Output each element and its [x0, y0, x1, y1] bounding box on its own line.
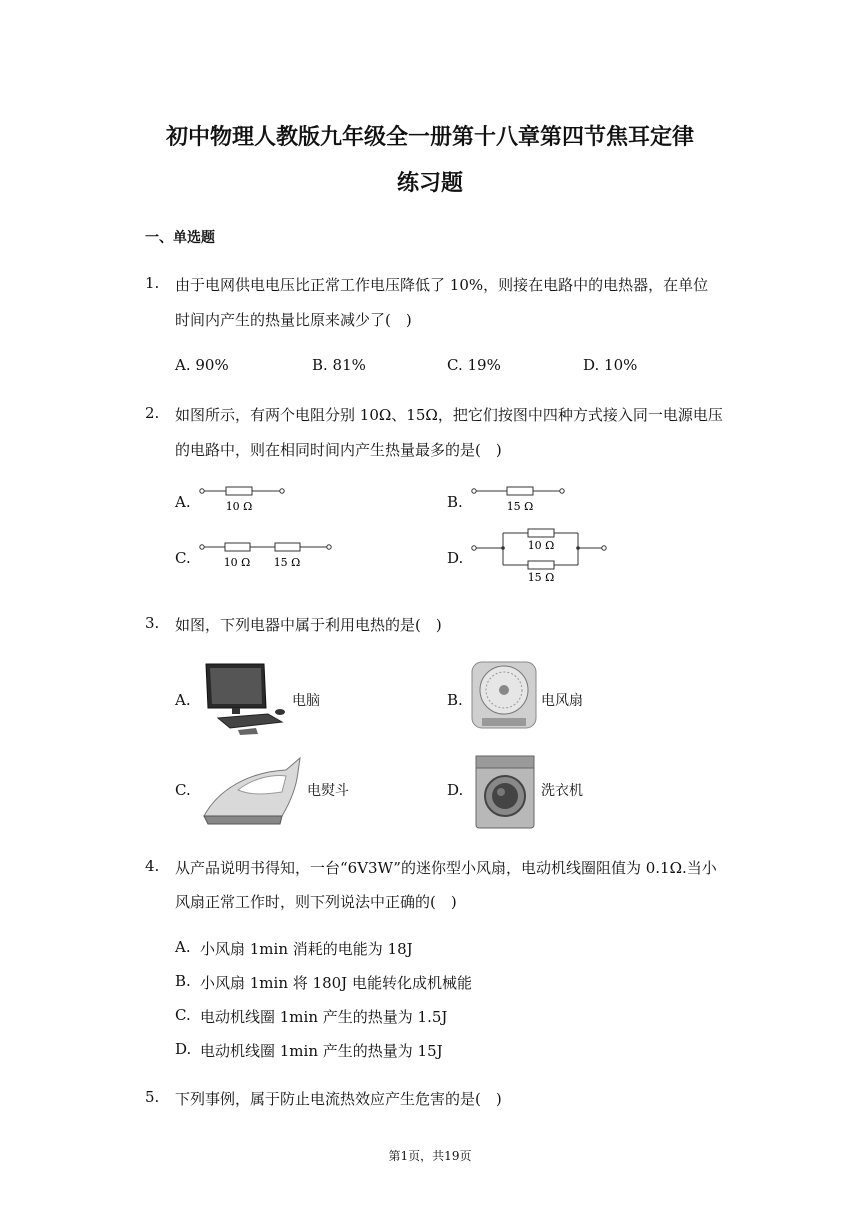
option-b-text: 小风扇 1min 将 180J 电能转化成机械能 [200, 974, 472, 992]
question-text-line: 的电路中，则在相同时间内产生热量最多的是( ) [175, 441, 502, 459]
document-title-line1: 初中物理人教版九年级全一册第十八章第四节焦耳定律 [165, 124, 694, 150]
resistor-symbol [528, 529, 554, 537]
question-number: 1. [145, 274, 160, 292]
question-text-line: 如图所示，有两个电阻分别 10Ω、15Ω，把它们按图中四种方式接入同一电源电压 [175, 406, 723, 424]
question-text-line: 如图，下列电器中属于利用电热的是( ) [175, 616, 442, 634]
option-a: A. 90% [175, 356, 229, 374]
resistor-label: 15 Ω [506, 500, 534, 513]
resistor-symbol [225, 543, 250, 551]
question-number: 5. [145, 1088, 160, 1106]
circuit-diagram-c [196, 538, 341, 572]
circuit-diagram-d [468, 525, 613, 585]
option-c: C. [175, 549, 191, 567]
option-d-text: 电动机线圈 1min 产生的热量为 15J [200, 1042, 443, 1060]
option-a-caption: 电脑 [292, 693, 320, 709]
option-c: C. [175, 781, 191, 799]
question-number: 3. [145, 614, 160, 632]
question-text-line: 从产品说明书得知，一台“6V3W”的迷你型小风扇，电动机线圈阻值为 0.1Ω.当小 [175, 859, 717, 877]
option-b: B. 81% [312, 356, 366, 374]
document-title-line2: 练习题 [396, 170, 463, 196]
resistor-label: 10 Ω [223, 556, 251, 569]
section-heading: 一、单选题 [145, 230, 215, 246]
option-b-caption: 电风扇 [541, 693, 583, 709]
option-d: D. [447, 549, 464, 567]
option-c-text: 电动机线圈 1min 产生的热量为 1.5J [200, 1008, 448, 1026]
resistor-label: 10 Ω [225, 500, 253, 513]
question-number: 2. [145, 404, 160, 422]
option-d: D. 10% [583, 356, 638, 374]
resistor-symbol [507, 487, 533, 495]
resistor-symbol [275, 543, 300, 551]
option-a: A. [175, 938, 191, 956]
iron-icon [198, 750, 304, 830]
option-d: D. [175, 1040, 192, 1058]
circuit-diagram-a [196, 482, 296, 516]
resistor-symbol [226, 487, 252, 495]
option-b: B. [175, 972, 191, 990]
option-c: C. [175, 1006, 191, 1024]
option-b: B. [447, 691, 463, 709]
resistor-label: 10 Ω [527, 539, 555, 552]
option-a: A. [175, 493, 191, 511]
computer-icon [198, 658, 290, 736]
resistor-label: 15 Ω [527, 571, 555, 584]
fan-icon [468, 660, 540, 730]
option-b: B. [447, 493, 463, 511]
circuit-diagram-b [468, 482, 578, 516]
page-footer: 第1页，共19页 [388, 1149, 472, 1163]
option-c-caption: 电熨斗 [307, 783, 349, 799]
question-text-line: 由于电网供电电压比正常工作电压降低了 10%，则接在电路中的电热器，在单位 [175, 276, 709, 294]
option-c: C. 19% [447, 356, 501, 374]
resistor-symbol [528, 561, 554, 569]
resistor-label: 15 Ω [273, 556, 301, 569]
option-d-caption: 洗衣机 [541, 783, 583, 799]
option-d: D. [447, 781, 464, 799]
option-a: A. [175, 691, 191, 709]
washing-machine-icon [474, 754, 536, 830]
question-number: 4. [145, 857, 160, 875]
option-a-text: 小风扇 1min 消耗的电能为 18J [200, 940, 413, 958]
question-text-line: 时间内产生的热量比原来减少了( ) [175, 311, 412, 329]
question-text-line: 风扇正常工作时，则下列说法中正确的( ) [175, 893, 457, 911]
question-text-line: 下列事例，属于防止电流热效应产生危害的是( ) [175, 1090, 502, 1108]
